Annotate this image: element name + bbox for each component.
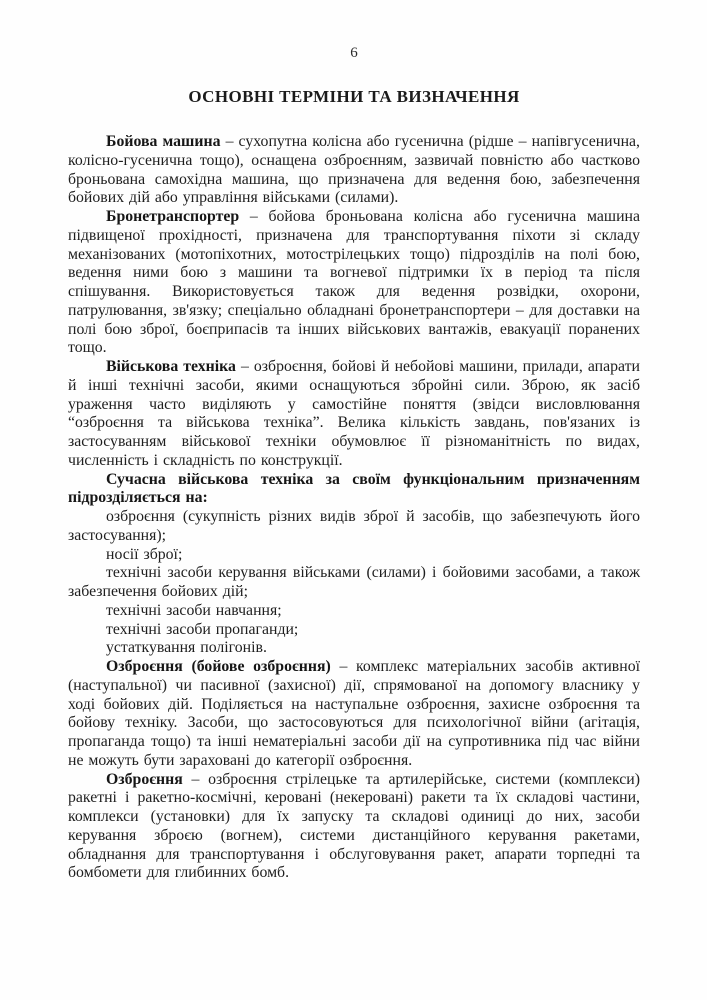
term-definition: – бойова броньована колісна або гусенична машина підвищеної прохідності, призначена для транспортування піхоти зі складу механізованих (мотопіхотних, мотострілецьких тощо) підрозділів на полі бою, ведення ними бою з машини та вогневої підтримки їх в період та після спішування. Використовується також для ведення розвідки, охорони, патрулювання, зв'язку; спеціально обладнані бронетранспортери – для доставки на полі бою зброї, боєприпасів та інших військових вантажів, евакуації поранених тощо. (68, 208, 640, 357)
term-lead: Бронетранспортер (106, 208, 240, 225)
list-item-text: технічні засоби навчання; (106, 601, 282, 619)
term-definition: – озброєння, бойові й небойові машини, прилади, апарати й інші технічні засоби, якими оснащуються збройні сили. Зброю, як засіб ураження часто виділяють у самостійне поняття (звідси висловлювання “озброєння та військова техніка”. Велика кількість завдань, пов'язаних із застосуванням військової техніки обумовлює її різноманітність по видах, численність і складність по конструкції. (68, 358, 640, 469)
term-lead: Озброєння (бойове озброєння) (106, 658, 331, 675)
paragraph-classification-heading (68, 471, 640, 509)
list-item-zasoby-navchannia (68, 602, 640, 621)
paragraph-term-boiova-mashyna (68, 133, 640, 208)
term-lead: Бойова машина (106, 133, 221, 150)
list-item-ozbroiennia (68, 508, 640, 546)
list-item-zasoby-propahandy (68, 621, 640, 640)
paragraph-term-ozbroiennia (68, 771, 640, 884)
term-definition: – комплекс матеріальних засобів активної (наступальної) чи пасивної (захисної) дії, спрямованої на допомогу власнику у ході бойових дій. Поділяється на наступальне озброєння, захисне озброєння та бойову техніку. Засоби, що застосовуються для психологічної війни (агітація, пропаганда тощо) та інші нематеріальні засоби дії на супротивника під час війни не можуть бути зараховані до категорії озброєння. (68, 658, 640, 769)
paragraph-term-viiskova-tekhnika (68, 358, 640, 471)
term-lead: Військова техніка (106, 358, 236, 375)
term-lead: Сучасна військова техніка за своїм функціональним призначенням підрозділяється на: (68, 470, 640, 507)
list-item-text: озброєння (сукупність різних видів зброї й засобів, що забезпечують його застосування); (68, 508, 640, 544)
paragraph-term-boiove-ozbroiennia (68, 658, 640, 771)
page-number: 6 (350, 45, 358, 61)
list-item-text: технічні засоби пропаганди; (106, 620, 299, 638)
page-title: ОСНОВНІ ТЕРМІНИ ТА ВИЗНАЧЕННЯ (188, 87, 520, 106)
term-definition: – озброєння стрілецьке та артилерійське, системи (комплекси) ракетні і ракетно-космічні, керовані (некеровані) ракети та їх складові частини, комплекси (установки) для їх запуску та складові одиниці до них, засоби керування зброєю (вогнем), системи дистанційного керування ракетами, обладнання для транспортування і обслуговування ракет, апарати торпедні та бомбомети для глибинних бомб. (68, 770, 640, 882)
list-item-zasoby-keruvannia (68, 564, 640, 602)
list-item-text: устаткування полігонів. (106, 639, 267, 657)
term-definition: – сухопутна колісна або гусенична (рідше – напівгусенична, колісно-гусенична тощо), оснащена озброєнням, зазвичай повністю або частково броньована самохідна машина, що призначена для ведення бою, забезпечення бойових дій або управління військами (силами). (68, 133, 640, 207)
document-body (68, 133, 640, 883)
list-item-ustatkuvannia-polihoniv (68, 639, 640, 658)
list-item-text: носії зброї; (106, 545, 183, 563)
paragraph-term-bronetransporter (68, 208, 640, 358)
term-lead: Озброєння (106, 770, 183, 788)
list-item-nosii-zbroi (68, 546, 640, 565)
list-item-text: технічні засоби керування військами (силами) і бойовими засобами, а також забезпечення бойових дій; (68, 564, 640, 600)
